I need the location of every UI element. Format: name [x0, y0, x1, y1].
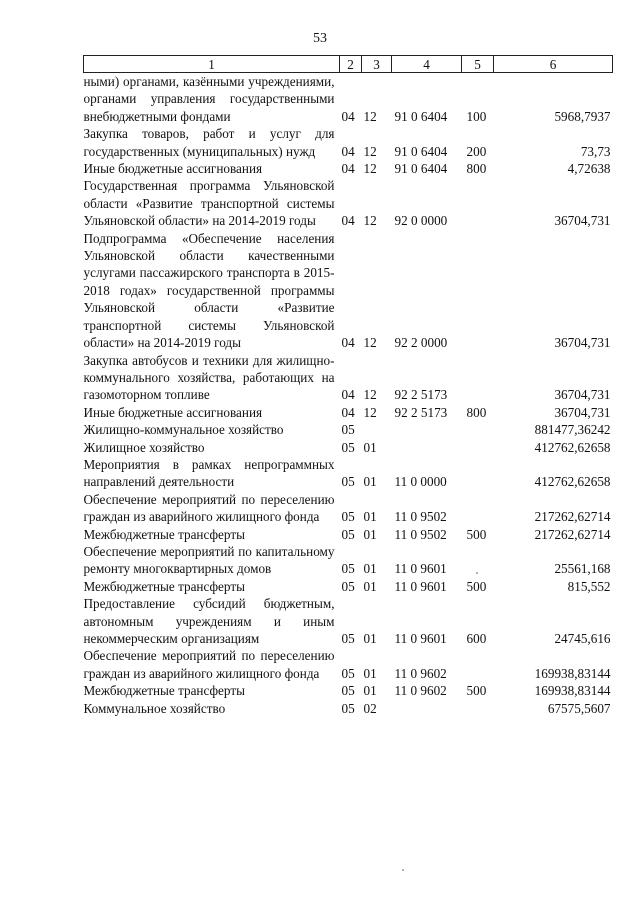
row-section: 04 [341, 335, 355, 351]
column-header: 3 [362, 56, 392, 73]
row-description: Коммунальное хозяйство [83, 700, 226, 716]
row-section: 05 [341, 561, 355, 577]
table-row [84, 230, 613, 352]
row-expense-type: 200 [466, 143, 487, 159]
row-amount: 4,72638 [567, 161, 611, 177]
row-subsection: 12 [363, 161, 377, 177]
row-section: 04 [341, 213, 355, 229]
row-expense-type: 600 [466, 631, 487, 646]
table-row [84, 439, 613, 456]
row-expense-type: 800 [466, 404, 487, 420]
row-subsection: 01 [363, 665, 377, 681]
row-description: Межбюджетные трансферты [83, 526, 245, 542]
row-target-article [392, 421, 462, 438]
row-expense-type [462, 421, 494, 438]
table-row [84, 595, 613, 647]
row-description: Иные бюджетные ассигнования [83, 161, 263, 177]
budget-table [83, 55, 613, 717]
row-expense-type [462, 647, 494, 682]
table-row [84, 404, 613, 421]
row-description: Государственная программа Ульяновской области «Развитие транспортной системы Ульяновской области» на 2014-2019 годы [83, 178, 335, 229]
row-section: 05 [341, 509, 355, 525]
scan-speck [476, 572, 478, 574]
row-description: Жилищное хозяйство [83, 439, 205, 455]
row-subsection: 12 [363, 404, 377, 420]
row-target-article: 92 0 0000 [394, 213, 448, 229]
row-description: Жилищно-коммунальное хозяйство [83, 422, 284, 438]
column-header: 4 [392, 56, 462, 73]
page-number: 53 [313, 31, 327, 46]
table-row [84, 700, 613, 717]
row-amount: 815,552 [567, 578, 611, 594]
table-row [84, 526, 613, 543]
row-expense-type [462, 177, 494, 229]
row-expense-type: 500 [466, 683, 487, 699]
row-subsection: 01 [363, 578, 377, 594]
row-description: Закупка автобусов и техники для жилищно-коммунального хозяйства, работающих на газомоторном топливе [83, 352, 335, 403]
row-expense-type: 500 [466, 526, 487, 542]
row-expense-type [462, 491, 494, 526]
table-row [84, 125, 613, 160]
row-target-article: 91 0 6404 [394, 108, 448, 124]
row-description: Межбюджетные трансферты [83, 578, 245, 594]
table-row [84, 456, 613, 491]
column-header: 5 [462, 56, 494, 73]
column-header: 6 [494, 56, 613, 73]
row-subsection: 12 [363, 213, 377, 229]
row-subsection: 01 [363, 683, 377, 699]
row-subsection: 12 [363, 335, 377, 351]
table-header-row [84, 56, 613, 73]
column-header: 2 [340, 56, 362, 73]
row-amount: 67575,5607 [547, 700, 611, 716]
row-subsection [362, 421, 392, 438]
row-target-article: 92 2 5173 [394, 404, 448, 420]
row-amount: 412762,62658 [534, 439, 611, 455]
table-row [84, 682, 613, 699]
row-target-article [392, 700, 462, 717]
row-subsection: 01 [363, 439, 377, 455]
row-description: Подпрограмма «Обеспечение населения Ульяновской области качественными услугами пассажирского транспорта в 2015-2018 годах» государственной программы Ульяновской области «Развитие транспортной системы Ульяновской области» на 2014-2019 годы [83, 230, 335, 351]
row-section: 05 [341, 665, 355, 681]
table-row [84, 160, 613, 177]
row-expense-type [462, 700, 494, 717]
row-section: 04 [341, 387, 355, 403]
row-description: Закупка товаров, работ и услуг для государственных (муниципальных) нужд [83, 126, 335, 159]
row-expense-type [462, 456, 494, 491]
row-subsection: 01 [363, 631, 377, 646]
row-subsection: 01 [363, 509, 377, 525]
row-subsection: 01 [363, 474, 377, 490]
row-subsection: 12 [363, 387, 377, 403]
row-target-article: 11 0 9602 [394, 665, 447, 681]
row-amount: 73,73 [580, 143, 611, 159]
row-description: Межбюджетные трансферты [83, 683, 245, 699]
row-section: 04 [341, 143, 355, 159]
table-row [84, 543, 613, 578]
row-section: 05 [341, 631, 355, 646]
row-amount: 169938,83144 [534, 665, 611, 681]
row-section: 04 [341, 404, 355, 420]
row-amount: 24745,616 [554, 631, 611, 646]
row-amount: 36704,731 [554, 387, 611, 403]
row-subsection: 12 [363, 108, 377, 124]
row-amount: 5968,7937 [554, 108, 611, 124]
row-section: 04 [341, 108, 355, 124]
table-row [84, 491, 613, 526]
row-target-article: 92 2 0000 [394, 335, 448, 351]
table-row [84, 73, 613, 126]
row-section: 05 [341, 578, 355, 594]
row-description: ными) органами, казёнными учреждениями, органами управления государственными внебюджетными фондами [83, 74, 335, 124]
row-section: 05 [341, 474, 355, 490]
table-row [84, 647, 613, 682]
row-target-article [392, 439, 462, 456]
row-expense-type: 800 [466, 161, 487, 177]
row-expense-type [462, 352, 494, 404]
scan-speck [402, 869, 404, 871]
row-section: 05 [341, 526, 355, 542]
table-row [84, 578, 613, 595]
row-subsection: 12 [363, 143, 377, 159]
row-target-article: 92 2 5173 [394, 387, 448, 403]
row-amount: 36704,731 [554, 404, 611, 420]
row-target-article: 11 0 9502 [394, 509, 447, 525]
row-target-article: 91 0 6404 [394, 143, 448, 159]
row-description: Обеспечение мероприятий по переселению граждан из аварийного жилищного фонда [83, 491, 335, 525]
row-amount: 217262,62714 [534, 526, 611, 542]
row-subsection: 01 [363, 526, 377, 542]
row-amount: 412762,62658 [534, 474, 611, 490]
row-description: Иные бюджетные ассигнования [83, 404, 263, 420]
row-section: 04 [341, 161, 355, 177]
row-amount: 169938,83144 [534, 683, 611, 699]
table-row [84, 177, 613, 229]
row-expense-type [462, 230, 494, 352]
row-target-article: 91 0 6404 [394, 161, 448, 177]
row-expense-type: 100 [466, 108, 487, 124]
table-row [84, 352, 613, 404]
row-target-article: 11 0 9601 [394, 631, 447, 646]
row-target-article: 11 0 0000 [394, 474, 447, 490]
column-header: 1 [84, 56, 340, 73]
row-amount: 36704,731 [554, 335, 611, 351]
row-expense-type: 500 [466, 578, 487, 594]
row-section: 05 [341, 422, 355, 438]
row-target-article: 11 0 9601 [394, 561, 447, 577]
row-section: 05 [341, 439, 355, 455]
row-description: Мероприятия в рамках непрограммных направлений деятельности [83, 456, 335, 490]
row-subsection: 02 [363, 700, 377, 716]
row-target-article: 11 0 9601 [394, 578, 447, 594]
row-target-article: 11 0 9502 [394, 526, 447, 542]
row-section: 05 [341, 700, 355, 716]
row-amount: 36704,731 [554, 213, 611, 229]
row-expense-type [462, 439, 494, 456]
row-description: Обеспечение мероприятий по капитальному ремонту многоквартирных домов [83, 543, 335, 577]
row-amount: 25561,168 [554, 561, 611, 577]
row-subsection: 01 [363, 561, 377, 577]
table-row [84, 421, 613, 438]
row-description: Предоставление субсидий бюджетным, автономным учреждениям и иным некоммерческим организациям [83, 596, 335, 646]
row-section: 05 [341, 683, 355, 699]
row-target-article: 11 0 9602 [394, 683, 447, 699]
row-description: Обеспечение мероприятий по переселению граждан из аварийного жилищного фонда [83, 648, 335, 681]
row-amount: 881477,36242 [534, 422, 611, 438]
row-amount: 217262,62714 [534, 509, 611, 525]
